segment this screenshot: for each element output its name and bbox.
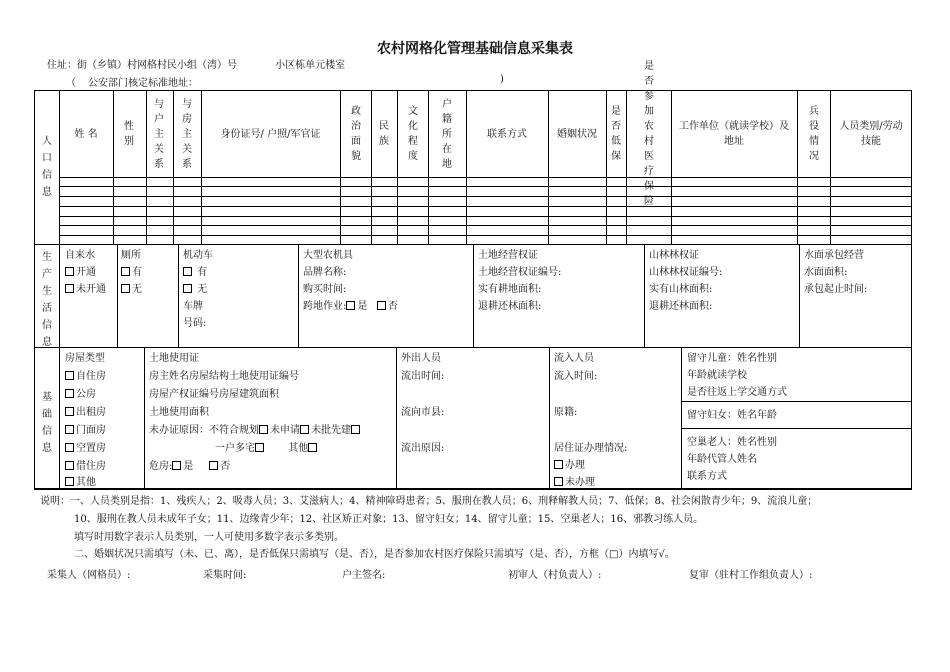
header-contact: 联系方式	[487, 128, 527, 140]
house-type-option[interactable]: 出租房	[65, 404, 106, 421]
address-line: 住址：街（乡镇）村网格村民小组（湾）号 小区栋单元楼室	[47, 60, 346, 71]
checkbox[interactable]	[65, 477, 74, 486]
row-line	[59, 186, 911, 187]
col-line	[473, 244, 474, 347]
outflow-time: 流出时间:	[401, 371, 445, 382]
col-line	[799, 244, 800, 347]
section-production-label: 生产生活信息	[42, 252, 52, 348]
water-closed-option[interactable]: 未开通	[65, 281, 106, 298]
checkbox[interactable]	[65, 407, 74, 416]
col-line	[681, 347, 682, 488]
note-line-2: 10、服刑在教人员未成年子女；11、边缘青少年；12、社区矫正对象；13、留守妇女；14、留守儿童；15、空巢老人；16、邪教习练人员。	[74, 514, 704, 525]
children-line2: 年龄就读学校	[687, 370, 747, 381]
toilet-title: 厕所	[121, 250, 141, 261]
children-line3: 是否往返上学交通方式	[687, 387, 787, 398]
checkbox[interactable]	[300, 425, 309, 434]
section-population-label: 人口信息	[42, 136, 52, 198]
landuse-reason-more: 一户多宅 其他	[215, 440, 319, 457]
landuse-title: 土地使用证	[149, 353, 199, 364]
checkbox[interactable]	[172, 461, 181, 470]
machine-buy-time: 购买时间:	[303, 284, 347, 295]
col-line	[144, 347, 145, 488]
elderly-line3: 联系方式	[687, 471, 727, 482]
checkbox[interactable]	[308, 443, 317, 452]
col-line	[549, 347, 550, 488]
elderly-line2: 年龄代管人姓名	[687, 454, 757, 465]
forest-cert: 山林林权证编号:	[649, 267, 723, 278]
forest-area: 实有山林面积:	[649, 284, 713, 295]
checkbox[interactable]	[65, 371, 74, 380]
vehicle-no-option[interactable]: 无	[183, 281, 207, 298]
note-line-1: 说明：一、人员类别是指：1、残疾人；2、吸毒人员；3、艾滋病人；4、精神障碍患者；5、服刑在教人员；6、刑释解教人员；7、低保；8、社会闲散青少年；9、流浪儿童；	[40, 496, 818, 507]
header-category: 人员类别/劳动技能	[839, 121, 903, 147]
inflow-origin: 原籍:	[554, 407, 578, 418]
collector-label: 采集人（网格员）:	[47, 570, 131, 581]
land-area: 实有耕地面积:	[478, 284, 542, 295]
danger-house: 危房: 是 否	[149, 461, 231, 472]
checkbox[interactable]	[65, 267, 74, 276]
children-line1: 留守儿童：姓名性别	[687, 353, 777, 364]
checkbox[interactable]	[65, 461, 74, 470]
header-ethnic: 民 族	[379, 121, 389, 147]
header-work: 工作单位（就读学校）及地址	[679, 121, 789, 147]
water-open-option[interactable]: 开通	[65, 264, 96, 281]
note-line-3: 填写时用数字表示人员类别，一人可使用多数字表示多类别。	[74, 532, 344, 543]
header-dibao: 是 否 低 保	[611, 106, 621, 162]
checkbox[interactable]	[255, 443, 264, 452]
inflow-permit-done[interactable]: 办理	[554, 457, 585, 474]
row-line	[59, 235, 911, 236]
checkbox[interactable]	[121, 284, 130, 293]
checkbox[interactable]	[65, 389, 74, 398]
checkbox[interactable]	[121, 267, 130, 276]
section-divider	[35, 488, 911, 489]
col-line	[644, 244, 645, 347]
row-line	[59, 216, 911, 217]
col-line	[797, 91, 798, 244]
col-line	[396, 347, 397, 488]
col-line	[146, 91, 147, 244]
row-line	[59, 177, 911, 178]
header-insurance: 是 否 参 加 农 村 医 疗 保 险	[644, 61, 654, 207]
row-line	[59, 206, 911, 207]
vehicle-title: 机动车	[183, 250, 213, 261]
row-line	[681, 428, 911, 429]
header-gender: 性 别	[124, 121, 134, 147]
header-name: 姓 名	[74, 128, 98, 140]
inflow-permit: 居住证办理情况:	[554, 443, 628, 454]
house-type-option[interactable]: 其他	[65, 474, 96, 491]
header-marital: 婚姻状况	[557, 128, 597, 140]
col-line	[117, 244, 118, 347]
women-line1: 留守妇女：姓名年龄	[687, 410, 777, 421]
col-line	[113, 91, 114, 244]
row-line	[59, 196, 911, 197]
house-type-title: 房屋类型	[65, 353, 105, 364]
house-type-option[interactable]: 空置房	[65, 440, 106, 457]
machine-title: 大型农机具	[303, 250, 353, 261]
inflow-title: 流入人员	[554, 353, 594, 364]
water-title: 自来水	[65, 250, 95, 261]
header-military: 兵 役 情 况	[809, 106, 819, 162]
col-line	[626, 91, 627, 244]
police-address-label: 公安部门核定标准地址：	[88, 78, 198, 89]
house-type-option[interactable]: 借住房	[65, 458, 106, 475]
toilet-yes-option[interactable]: 有	[121, 264, 142, 281]
house-type-option[interactable]: 门面房	[65, 422, 106, 439]
checkbox[interactable]	[183, 267, 192, 276]
checkbox[interactable]	[554, 477, 563, 486]
checkbox[interactable]	[377, 301, 386, 310]
col-line	[178, 244, 179, 347]
address-close-paren: )	[500, 74, 504, 85]
house-type-option[interactable]: 自住房	[65, 368, 106, 385]
elderly-line1: 空巢老人：姓名性别	[687, 437, 777, 448]
header-rel-owner: 与 房 主 关 系	[182, 98, 192, 170]
house-type-option[interactable]: 公房	[65, 386, 96, 403]
vehicle-plate-label: 车牌	[183, 301, 203, 312]
header-id: 身份证号/ 户照/军官证	[220, 128, 321, 140]
row-line	[681, 401, 911, 402]
land-cert: 土地经营权证编号:	[478, 267, 562, 278]
forest-retire: 退耕还林面积:	[649, 301, 713, 312]
aqua-deadline: 承包起止时间:	[804, 284, 868, 295]
first-reviewer-label: 初审人（村负责人）:	[508, 570, 602, 581]
vehicle-yes-option[interactable]: 有	[183, 264, 207, 281]
address-open-paren: （	[66, 78, 76, 89]
col-line	[371, 91, 372, 244]
col-line	[830, 91, 831, 244]
inflow-time: 流入时间:	[554, 371, 598, 382]
section-basic-label: 基础信息	[42, 392, 52, 454]
form-title: 农村网格化管理基础信息采集表	[377, 41, 573, 57]
land-retire: 退耕还林面积:	[478, 301, 542, 312]
header-political: 政 治 面 貌	[351, 106, 361, 162]
landuse-reason: 未办证原因：不符合规划 未申请 未批先建	[149, 422, 362, 439]
landuse-line-property: 房屋产权证编号房屋建筑面积	[149, 389, 279, 400]
outflow-reason: 流出原因:	[401, 443, 445, 454]
checkbox[interactable]	[259, 425, 268, 434]
toilet-no-option[interactable]: 无	[121, 281, 142, 298]
checkbox[interactable]	[183, 284, 192, 293]
forest-title: 山林林权证	[649, 250, 699, 261]
row-line	[59, 225, 911, 226]
owner-signature-label: 户主签名:	[342, 570, 386, 581]
col-line	[428, 91, 429, 244]
header-rel-household: 与 户 主 关 系	[154, 98, 164, 170]
land-title: 土地经营权证	[478, 250, 538, 261]
note-line-4: 二、婚姻状况只需填写（未、已、离），是否低保只需填写（是、否），是否参加农村医疗保险只需填写（是、否），方框（□）内填写√。	[74, 549, 675, 560]
col-line	[298, 244, 299, 347]
col-line	[397, 91, 398, 244]
machine-cross-work: 跨地作业: 是 否	[303, 301, 398, 312]
outflow-city: 流向市县:	[401, 407, 445, 418]
landuse-line-owner: 房主姓名房屋结构土地使用证编号	[149, 371, 299, 382]
col-line	[340, 91, 341, 244]
checkbox[interactable]	[554, 460, 563, 469]
landuse-line-area: 土地使用面积	[149, 407, 209, 418]
col-line	[606, 91, 607, 244]
col-line	[671, 91, 672, 244]
machine-brand: 品牌名称:	[303, 267, 347, 278]
checkbox[interactable]	[209, 461, 218, 470]
checkbox[interactable]	[65, 443, 74, 452]
aqua-area: 水面面积:	[804, 267, 848, 278]
header-hukou: 户 籍 所 在 地	[442, 98, 452, 170]
aqua-title: 水面承包经营	[804, 250, 864, 261]
vehicle-number-label: 号码:	[183, 318, 207, 329]
checkbox[interactable]	[65, 425, 74, 434]
section-divider	[35, 347, 911, 348]
final-reviewer-label: 复审（驻村工作组负责人）:	[689, 570, 813, 581]
checkbox[interactable]	[351, 425, 360, 434]
col-line	[173, 91, 174, 244]
outflow-title: 外出人员	[401, 353, 441, 364]
header-education: 文 化 程 度	[408, 106, 418, 162]
collect-time-label: 采集时间:	[203, 570, 247, 581]
inflow-permit-notdone[interactable]: 未办理	[554, 474, 595, 491]
checkbox[interactable]	[346, 301, 355, 310]
checkbox[interactable]	[65, 284, 74, 293]
